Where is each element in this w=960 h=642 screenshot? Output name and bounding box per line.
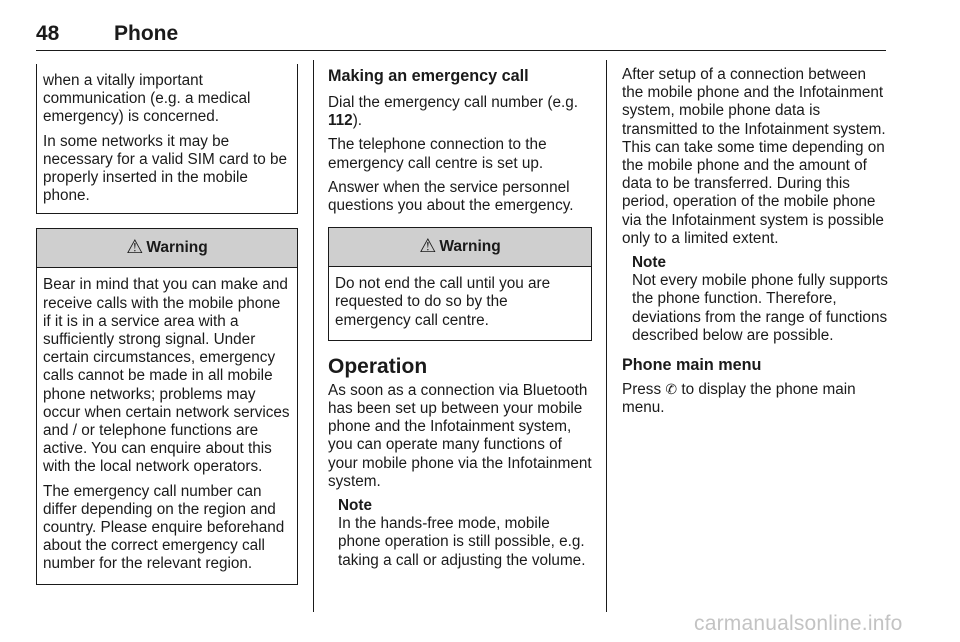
left-column	[36, 64, 298, 585]
press-paragraph	[622, 380, 888, 417]
warning-body	[329, 267, 591, 340]
warning-paragraph-2: The emergency call number can differ depending on the region and country. Please enquire beforehand about the correct emergency call number for the relevant region.	[43, 482, 285, 573]
warning-icon: ⚠	[419, 235, 437, 257]
warning-header	[37, 229, 297, 268]
answer-paragraph: Answer when the service personnel questions you about the emergency.	[328, 178, 574, 215]
middle-column	[328, 66, 592, 580]
warning-box-end-call	[328, 227, 592, 341]
page-number: 48	[36, 22, 60, 45]
emergency-call-heading: Making an emergency call	[328, 67, 529, 85]
dial-text-end: ).	[352, 112, 363, 130]
warning-text: Do not end the call until you are requested to do so by the emergency call centre.	[335, 275, 551, 329]
connection-paragraph: The telephone connection to the emergency call centre is set up.	[328, 136, 547, 172]
right-column	[622, 66, 888, 423]
dial-paragraph	[328, 94, 592, 130]
watermark: carmanualsonline.info	[694, 612, 903, 635]
warning-body	[37, 268, 297, 583]
chapter-title: Phone	[114, 22, 179, 45]
note-text: Not every mobile phone fully supports the phone function. Therefore, deviations from the range of functions described below are possible.	[632, 272, 888, 344]
operation-heading: Operation	[328, 354, 428, 378]
intro-paragraph-2: In some networks it may be necessary for a valid SIM card to be properly inserted in the mobile phone.	[43, 132, 288, 205]
press-word: Press	[622, 381, 662, 399]
warning-paragraph-1: Bear in mind that you can make and receive calls with the mobile phone if it is in a service area with a sufficiently strong signal. Under certain circumstances, emergency calls cannot be made in all mobile phone networks; problems may occur when certain network services and / or telephone functions are active. You can enquire about this with the local network operators.	[43, 276, 290, 476]
warning-header	[329, 228, 591, 267]
warning-icon: ⚠	[126, 236, 144, 258]
column-divider-right	[606, 60, 607, 612]
press-instruction: to display the phone main menu.	[622, 381, 856, 417]
phone-icon: ✆	[665, 381, 678, 398]
dial-text: Dial the emergency call number (e.g.	[328, 94, 578, 111]
continued-info-box	[36, 64, 298, 214]
column-divider-left	[313, 60, 314, 612]
phone-support-note	[622, 254, 888, 345]
note-text: In the hands-free mode, mobile phone operation is still possible, e.g. taking a call or adjusting the volume.	[338, 515, 586, 569]
warning-title: Warning	[146, 239, 208, 257]
phone-main-menu-heading: Phone main menu	[622, 356, 762, 375]
warning-title: Warning	[439, 238, 501, 256]
page-header	[36, 18, 886, 51]
intro-paragraph-1: when a vitally important communication (e.g. a medical emergency) is concerned.	[43, 72, 251, 126]
handsfree-note	[328, 497, 592, 570]
operation-paragraph: As soon as a connection via Bluetooth has been set up between your mobile phone and the Infotainment system, you can operate many functions of your mobile phone via the Infotainment system.	[328, 381, 592, 490]
emergency-number: 112	[328, 112, 353, 130]
note-title: Note	[338, 497, 372, 515]
note-title: Note	[632, 254, 666, 272]
warning-box-network	[36, 228, 298, 584]
setup-paragraph: After setup of a connection between the mobile phone and the Infotainment system, mobile phone data is transmitted to the Infotainment system. This can take some time depending on the mobile phone and the amount of data to be transferred. During this period, operation of the mobile phone via the Infotainment system is possible only to a limited extent.	[622, 66, 886, 247]
